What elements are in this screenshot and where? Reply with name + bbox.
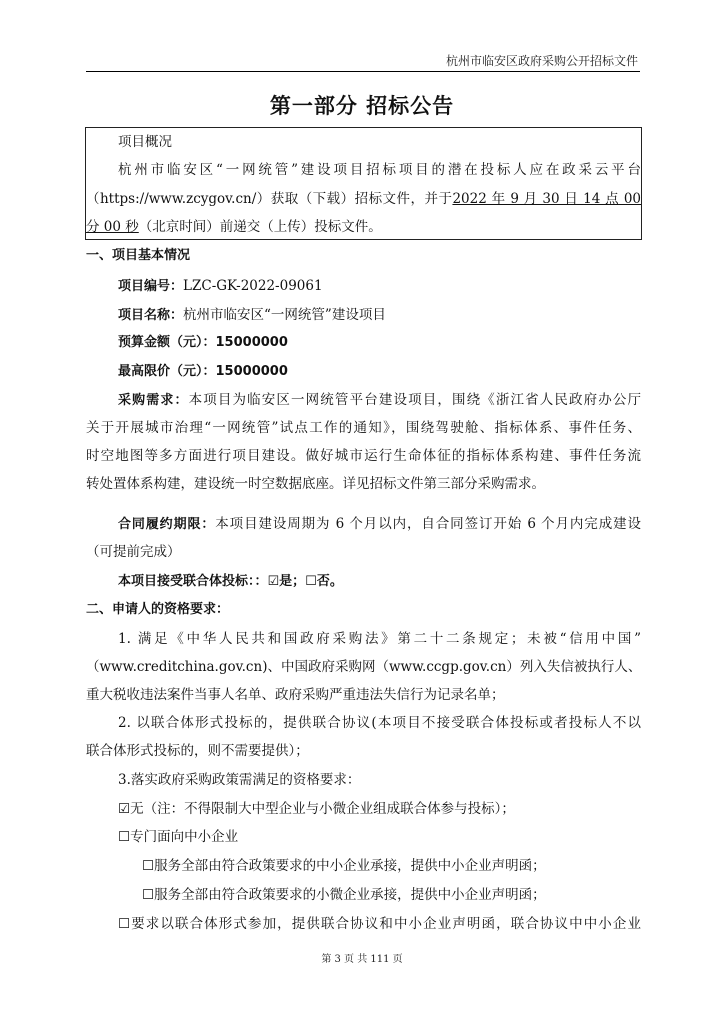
section-2-heading: 二、申请人的资格要求： xyxy=(86,602,230,617)
qualification-2-line-1: 2. 以联合体形式投标的，提供联合协议(本项目不接受联合体投标或者投标人不以 xyxy=(118,715,641,731)
checkbox-option-sme: ☐专门面向中小企业 xyxy=(118,829,239,845)
requirement-line-2: 关于开展城市治理“一网统管”试点工作的通知》，围绕驾驶舱、指标体系、事件任务、 xyxy=(86,420,641,436)
project-name-row: 项目名称：杭州市临安区“一网统管”建设项目 xyxy=(118,307,386,323)
joint-bid-row: 本项目接受联合体投标：：☑是；☐否。 xyxy=(118,574,343,589)
deadline-time: 分 00 秒 xyxy=(86,219,139,235)
overview-heading: 项目概况 xyxy=(118,134,172,150)
qualification-1-line-3: 重大税收违法案件当事人名单、政府采购严重违法失信行为记录名单； xyxy=(86,687,505,703)
page-title: 第一部分 招标公告 xyxy=(269,94,455,118)
header-text: 杭州市临安区政府采购公开招标文件 xyxy=(445,54,638,68)
period-line-1: 合同履约期限：本项目建设周期为 6 个月以内，自合同签订开始 6 个月内完成建设 xyxy=(118,516,641,532)
overview-line-3: 分 00 秒（北京时间）前递交（上传）投标文件。 xyxy=(86,219,382,235)
overview-line-1: 杭州市临安区“一网统管”建设项目招标项目的潜在投标人应在政采云平台 xyxy=(118,162,641,178)
period-line-2: （可提前完成） xyxy=(86,544,181,560)
page-footer: 第 3 页 共 111 页 xyxy=(321,954,403,965)
qualification-2-line-2: 联合体形式投标的，则不需要提供）； xyxy=(86,743,309,759)
checkbox-option-none: ☑无（注：不得限制大中型企业与小微企业组成联合体参与投标）； xyxy=(118,801,515,817)
requirement-line-4: 转处置体系构建，建设统一时空数据底座。详见招标文件第三部分采购需求。 xyxy=(86,476,545,492)
max-price-row: 最高限价（元）：15000000 xyxy=(118,364,288,379)
qualification-1-line-2: （www.creditchina.gov.cn)、中国政府采购网（www.ccgp.gov.cn）列入失信被执行人、 xyxy=(86,659,641,675)
requirement-line-3: 时空地图等多方面进行项目建设。做好城市运行生命体征的指标体系构建、事件任务流 xyxy=(86,448,641,464)
qualification-1-line-1: 1. 满足《中华人民共和国政府采购法》第二十二条规定；未被“信用中国” xyxy=(118,631,641,647)
section-1-heading: 一、项目基本情况 xyxy=(86,248,191,263)
checkbox-option-joint: ☐要求以联合体形式参加，提供联合协议和中小企业声明函，联合协议中中小企业 xyxy=(118,916,641,932)
qualification-3: 3.落实政府采购政策需满足的资格要求： xyxy=(118,772,361,788)
budget-row: 预算金额（元）：15000000 xyxy=(118,335,288,350)
project-no-row: 项目编号：LZC-GK-2022-09061 xyxy=(118,278,323,294)
header-rule xyxy=(86,71,640,72)
checkbox-option-sme-2: ☐服务全部由符合政策要求的小微企业承接，提供中小企业声明函； xyxy=(142,887,546,903)
checkbox-option-sme-1: ☐服务全部由符合政策要求的中小企业承接，提供中小企业声明函； xyxy=(142,858,546,874)
overview-line-2: （https://www.zcygov.cn/）获取（下载）招标文件，并于2022 年 9 月 30 日 14 点 00 xyxy=(86,191,641,207)
deadline-date: 2022 年 9 月 30 日 14 点 00 xyxy=(452,191,641,207)
requirement-line-1: 采购需求：本项目为临安区一网统管平台建设项目，围绕《浙江省人民政府办公厅 xyxy=(118,392,641,408)
